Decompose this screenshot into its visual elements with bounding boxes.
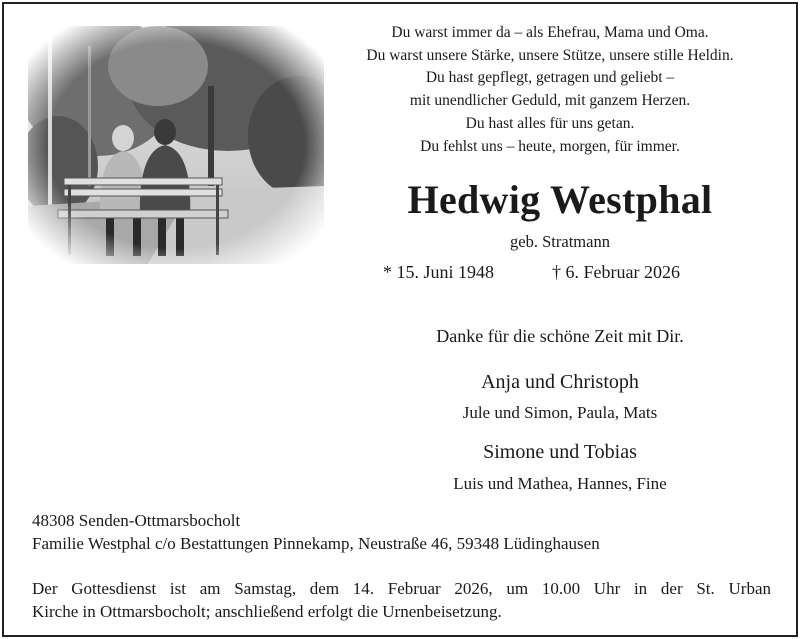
family-children: Jule und Simon, Paula, Mats bbox=[462, 403, 658, 422]
family-parents: Anja und Christoph bbox=[481, 371, 639, 393]
address-line: 48308 Senden-Ottmarsbocholt bbox=[32, 511, 241, 530]
address-line: Familie Westphal c/o Bestattungen Pinnekamp, Neustraße 46, 59348 Lüdinghausen bbox=[32, 534, 600, 553]
poem-line: Du hast alles für uns getan. bbox=[465, 114, 635, 132]
service-line: Der Gottesdienst ist am Samstag, dem 14. Februar 2026, um 10.00 Uhr in der St. Urban bbox=[32, 579, 771, 598]
poem-line: Du warst immer da – als Ehefrau, Mama und Oma. bbox=[391, 24, 709, 41]
poem-line: Du fehlst uns – heute, morgen, für immer. bbox=[420, 137, 680, 155]
funeral-service-info bbox=[32, 577, 771, 623]
service-line: Kirche in Ottmarsbocholt; anschließend erfolgt die Urnenbeisetzung. bbox=[32, 602, 502, 621]
deceased-name: Hedwig Westphal bbox=[407, 177, 713, 222]
birth-date: * 15. Juni 1948 bbox=[383, 262, 495, 282]
poem-line: Du hast gepflegt, getragen und geliebt – bbox=[425, 69, 675, 87]
death-date: † 6. Februar 2026 bbox=[552, 262, 680, 282]
thanks-line: Danke für die schöne Zeit mit Dir. bbox=[436, 326, 684, 346]
contact-address bbox=[32, 509, 772, 555]
poem-line: mit unendlicher Geduld, mit ganzem Herzen. bbox=[409, 92, 691, 110]
family-children: Luis und Mathea, Hannes, Fine bbox=[453, 474, 667, 493]
memorial-poem bbox=[330, 22, 770, 158]
poem-line: Du warst unsere Stärke, unsere Stütze, unsere stille Heldin. bbox=[366, 46, 734, 64]
couple-on-bench-photo bbox=[28, 26, 324, 264]
family-parents: Simone und Tobias bbox=[483, 441, 637, 463]
birth-name: geb. Stratmann bbox=[510, 232, 610, 251]
